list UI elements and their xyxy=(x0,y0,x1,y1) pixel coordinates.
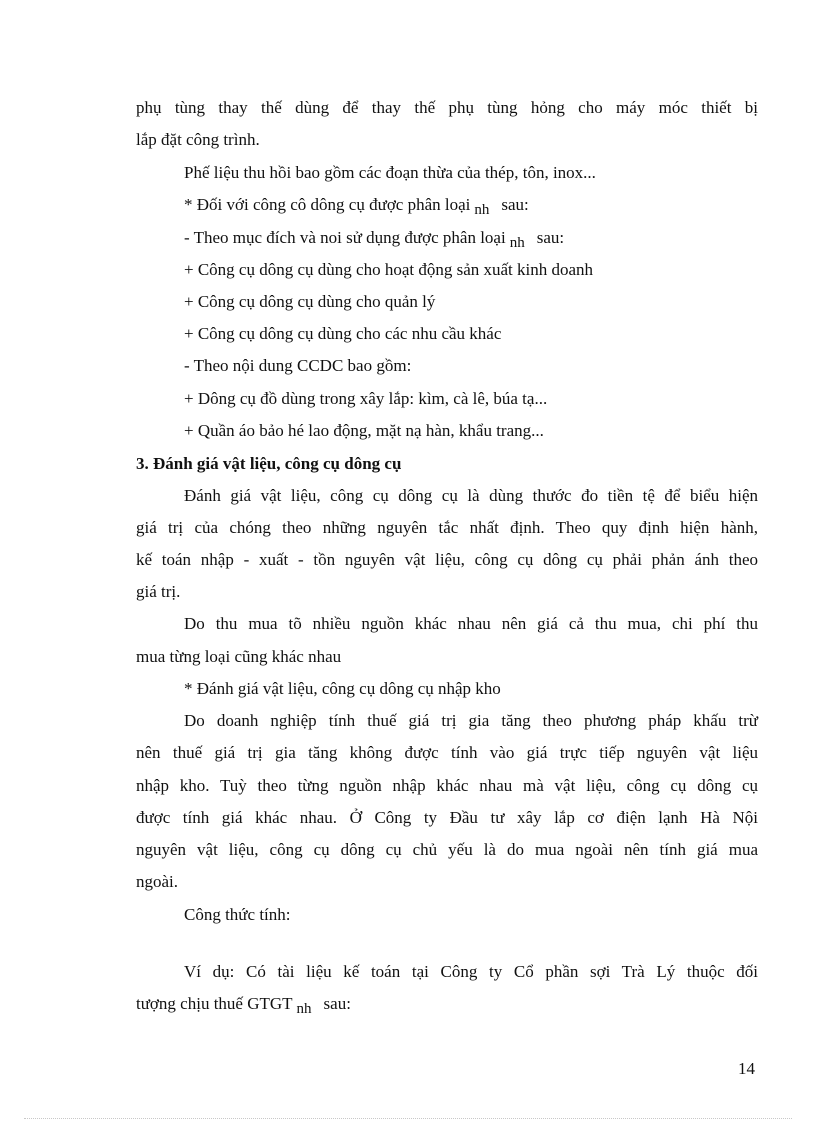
text-segment: - Theo mục đích và noi sử dụng được phân loại xyxy=(184,228,506,247)
para-line xyxy=(136,776,758,796)
para-line: Công thức tính: xyxy=(184,905,291,924)
para-line xyxy=(184,614,758,634)
para-line xyxy=(184,711,758,731)
text-line: nên thuế giá trị gia tăng không được tính vào giá trực tiếp nguyên vật liệu xyxy=(136,743,758,762)
list-item: + Dông cụ đồ dùng trong xây lắp: kìm, cà lê, búa tạ... xyxy=(184,389,548,408)
para-line: Phế liệu thu hồi bao gồm các đoạn thừa của thép, tôn, inox... xyxy=(184,163,596,182)
para-line xyxy=(136,994,351,1019)
page-number: 14 xyxy=(738,1059,755,1078)
subscript-nh: nh xyxy=(296,1001,312,1017)
para-line xyxy=(136,808,758,828)
para-line: lắp đặt công trình. xyxy=(136,130,260,149)
text-line: được tính giá khác nhau. Ở Công ty Đầu tư xây lắp cơ điện lạnh Hà Nội xyxy=(136,808,758,827)
para-line xyxy=(184,228,564,253)
subscript-nh: nh xyxy=(509,235,525,251)
footer-divider xyxy=(24,1118,792,1119)
para-line: * Đánh giá vật liệu, công cụ dông cụ nhập kho xyxy=(184,679,501,698)
text-segment: * Đối với công cô dông cụ được phân loại xyxy=(184,195,471,214)
para-line xyxy=(136,743,758,763)
text-line: Do thu mua tõ nhiều nguồn khác nhau nên giá cả thu mua, chi phí thu xyxy=(184,614,758,633)
text-segment: tượng chịu thuế GTGT xyxy=(136,994,293,1013)
text-line: kế toán nhập - xuất - tồn nguyên vật liệu, công cụ dông cụ phải phản ánh theo xyxy=(136,550,758,569)
para-line xyxy=(184,962,758,982)
text-segment: sau: xyxy=(323,994,351,1013)
text-line: nguyên vật liệu, công cụ dông cụ chủ yếu là do mua ngoài nên tính giá mua xyxy=(136,840,758,859)
text-line: Đánh giá vật liệu, công cụ dông cụ là dùng thước đo tiền tệ để biểu hiện xyxy=(184,486,758,505)
para-line xyxy=(184,486,758,506)
list-item: + Công cụ dông cụ dùng cho các nhu cầu khác xyxy=(184,324,502,343)
text-segment: sau: xyxy=(536,228,565,247)
list-item: + Công cụ dông cụ dùng cho quản lý xyxy=(184,292,436,311)
para-line xyxy=(184,195,529,220)
list-item: - Theo nội dung CCDC bao gồm: xyxy=(184,356,412,375)
list-item: + Quần áo bảo hé lao động, mặt nạ hàn, khẩu trang... xyxy=(184,421,544,440)
section-heading: 3. Đánh giá vật liệu, công cụ dông cụ xyxy=(136,454,402,473)
para-line xyxy=(136,840,758,860)
text-segment: sau: xyxy=(501,195,529,214)
para-line: ngoài. xyxy=(136,872,179,891)
para-line: mua từng loại cũng khác nhau xyxy=(136,647,342,666)
text-line: Do doanh nghiệp tính thuế giá trị gia tăng theo phương pháp khấu trừ xyxy=(184,711,758,730)
text-line: giá trị của chóng theo những nguyên tắc nhất định. Theo quy định hiện hành, xyxy=(136,518,758,537)
list-item: + Công cụ dông cụ dùng cho hoạt động sản xuất kinh doanh xyxy=(184,260,594,279)
text-line: nhập kho. Tuỳ theo từng nguồn nhập khác nhau mà vật liệu, công cụ dông cụ xyxy=(136,776,758,795)
text-line: Ví dụ: Có tài liệu kế toán tại Công ty Cổ phần sợi Trà Lý thuộc đối xyxy=(184,962,758,981)
text-line: phụ tùng thay thế dùng để thay thế phụ tùng hỏng cho máy móc thiết bị xyxy=(136,98,758,117)
para-line xyxy=(136,98,758,118)
subscript-nh: nh xyxy=(474,202,490,218)
para-line: giá trị. xyxy=(136,582,181,601)
para-line xyxy=(136,550,758,570)
para-line xyxy=(136,518,758,538)
